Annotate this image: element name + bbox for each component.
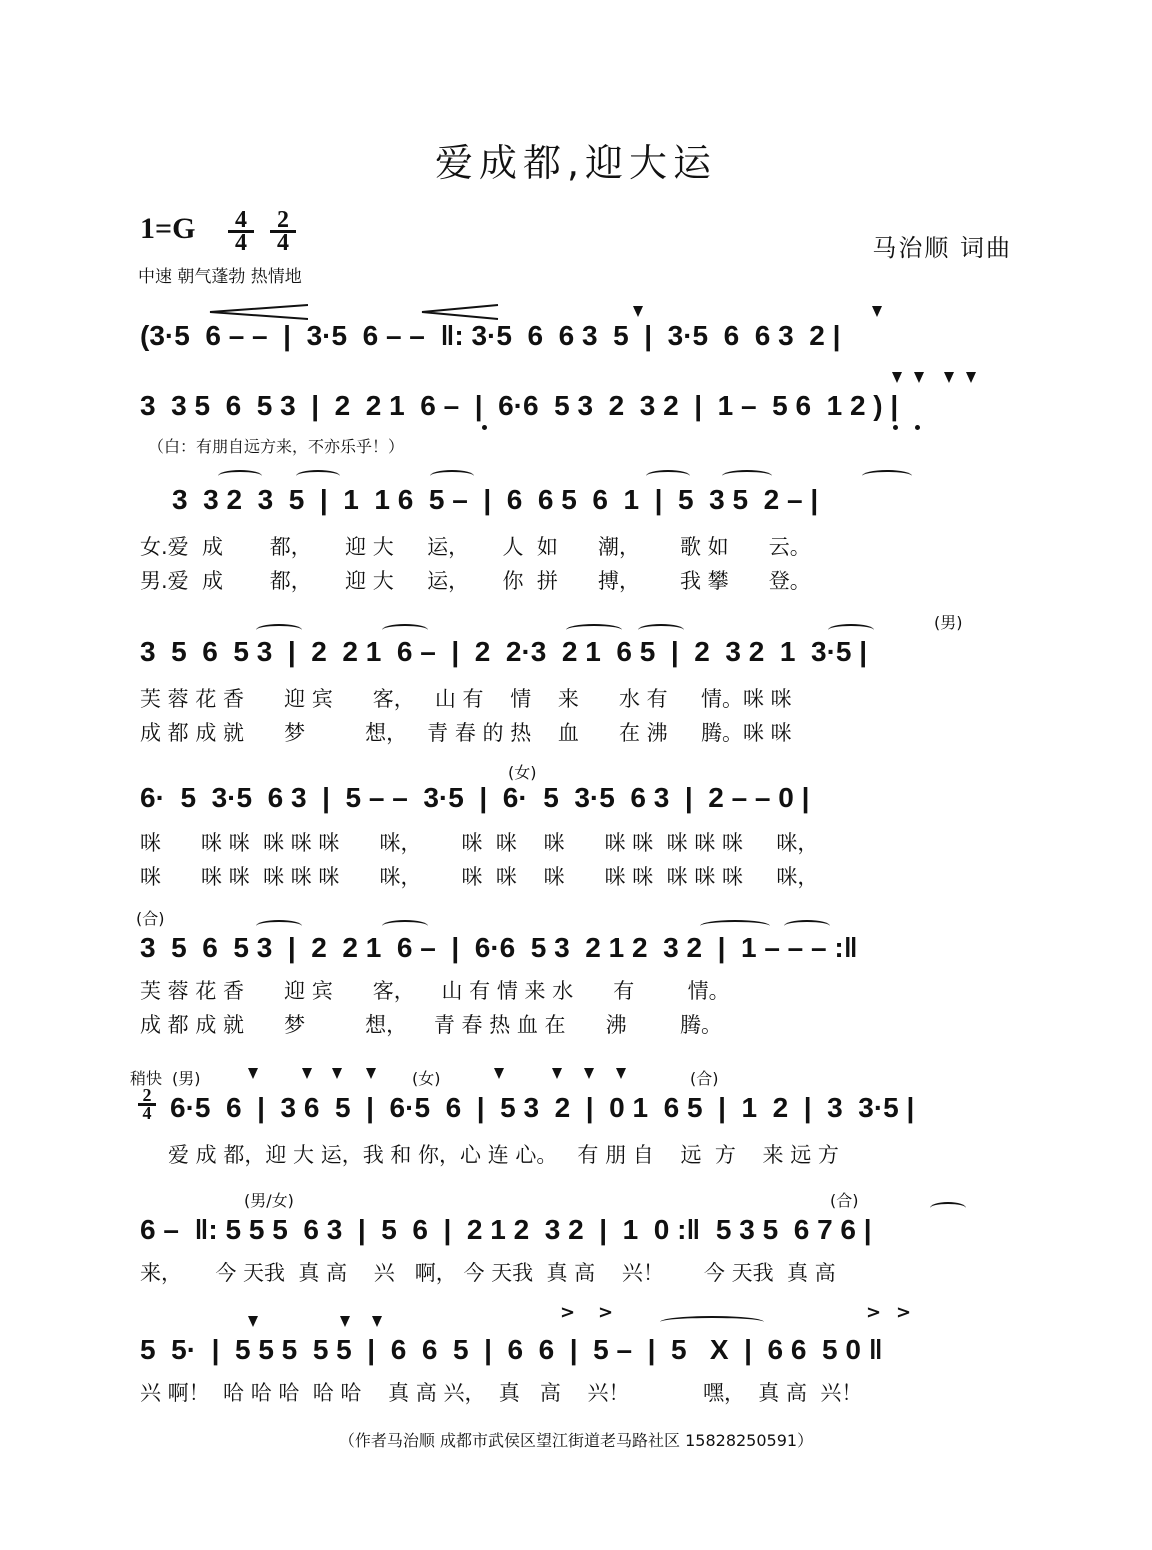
notation-row-9: 5 5· | 5 5 5 5 5 | 6 6 5 | 6 6 | 5 – | 5 X | 6 6 5 0 ‖ [140, 1334, 883, 1365]
accent-triangle [872, 306, 882, 317]
accent-mark: > [598, 1302, 614, 1323]
lyric-chorus: 来， 今 天我 真 高 兴 啊， 今 天我 真 高 兴！ 今 天我 真 高 [140, 1261, 836, 1285]
lyric-verse-1: 咪 咪 咪 咪 咪 咪 咪， 咪 咪 咪 咪 咪 咪 咪 咪 咪， [140, 831, 819, 855]
lower-octave-dot [893, 425, 898, 430]
accent-triangle [340, 1316, 350, 1327]
accent-triangle [494, 1068, 504, 1079]
time-sig-numerator: 2 [142, 1085, 152, 1105]
crescendo-hairpin [420, 303, 500, 321]
time-signature-2-4 [270, 207, 296, 256]
lyric-chorus: 爱 成 都，迎 大 运，我 和 你，心 连 心。 有 朋 自 远 方 来 远 方 [168, 1143, 839, 1167]
time-sig-numerator: 2 [277, 207, 289, 233]
notation-row-8: 6 – ‖: 5 5 5 6 3 | 5 6 | 2 1 2 3 2 | 1 0 :‖ 5 3 5 6 7 6 | [140, 1214, 872, 1245]
author-contact-footer: （作者马治顺 成都市武侯区望江街道老马路社区 15828250591） [338, 1431, 814, 1450]
part-mark: (女) [508, 763, 537, 782]
time-sig-numerator: 4 [235, 207, 247, 233]
notation-row-2: 3 3 5 6 5 3 | 2 2 1 6 – | 6·6 5 3 2 3 2 | 1 – 5 6 1 2 ) | [140, 390, 899, 421]
lyric-male: 男.爱 成 都， 迎 大 运， 你 拼 搏， 我 攀 登。 [140, 569, 811, 593]
slur [296, 470, 340, 482]
lyric-verse-2: 成 都 成 就 梦 想， 青 春 热 血 在 沸 腾。 [140, 1013, 723, 1037]
lyric-verse-2: 咪 咪 咪 咪 咪 咪 咪， 咪 咪 咪 咪 咪 咪 咪 咪 咪， [140, 865, 819, 889]
notation-row-4: 3 5 6 5 3 | 2 2 1 6 – | 2 2·3 2 1 6 5 | 2 3 2 1 3·5 | [140, 636, 868, 667]
accent-triangle [332, 1068, 342, 1079]
time-sig-denominator: 4 [270, 230, 296, 253]
time-sig-denominator: 4 [138, 1103, 156, 1121]
slur [256, 624, 302, 636]
accent-triangle [892, 372, 902, 383]
accent-mark: > [866, 1302, 882, 1323]
lower-octave-dot [482, 425, 487, 430]
key-signature: 1=G [140, 212, 196, 245]
accent-mark: > [560, 1302, 576, 1323]
tie [660, 1316, 764, 1328]
part-mark: (男) [934, 613, 963, 632]
slur [430, 470, 474, 482]
part-mark: (合) [690, 1069, 719, 1088]
notation-row-5: 6· 5 3·5 6 3 | 5 – – 3·5 | 6· 5 3·5 6 3 | 2 – – 0 | [140, 782, 810, 813]
slur [382, 624, 428, 636]
accent-triangle [944, 372, 954, 383]
crescendo-hairpin [208, 303, 308, 321]
tempo-marking: 中速 朝气蓬勃 热情地 [138, 267, 302, 287]
song-title: 爱成都,迎大运 [434, 141, 718, 185]
accent-mark: > [896, 1302, 912, 1323]
slur [828, 624, 874, 636]
lyric-ending: 兴 啊！ 哈 哈 哈 哈 哈 真 高 兴， 真 高 兴！ 嘿， 真 高 兴！ [140, 1381, 863, 1405]
lyric-verse-2: 成 都 成 就 梦 想， 青 春 的 热 血 在 沸 腾。咪 咪 [140, 721, 792, 745]
part-mark: (男/女) [244, 1191, 294, 1210]
time-signature-4-4 [228, 207, 254, 256]
accent-triangle [552, 1068, 562, 1079]
accent-triangle [584, 1068, 594, 1079]
accent-triangle [248, 1316, 258, 1327]
accent-triangle [372, 1316, 382, 1327]
slur [784, 920, 830, 932]
accent-triangle [914, 372, 924, 383]
part-mark: (合) [136, 909, 165, 928]
slur [256, 920, 302, 932]
slur [700, 920, 770, 932]
part-mark: (男) [172, 1069, 201, 1088]
part-mark: (合) [830, 1191, 859, 1210]
lower-octave-dot [915, 425, 920, 430]
author-credit: 马治顺 词曲 [872, 234, 1012, 262]
slur [218, 470, 262, 482]
accent-triangle [366, 1068, 376, 1079]
spoken-line: （白：有朋自远方来，不亦乐乎！） [148, 437, 405, 456]
accent-triangle [633, 306, 643, 317]
slur [638, 624, 684, 636]
accent-triangle [616, 1068, 626, 1079]
accent-triangle [966, 372, 976, 383]
lyric-verse-1: 芙 蓉 花 香 迎 宾 客， 山 有 情 来 水 有 情。咪 咪 [140, 687, 792, 711]
notation-row-6: 3 5 6 5 3 | 2 2 1 6 – | 6·6 5 3 2 1 2 3 2 | 1 – – – :‖ [140, 932, 858, 963]
part-mark: (女) [412, 1069, 441, 1088]
lyric-female: 女.爱 成 都， 迎 大 运， 人 如 潮， 歌 如 云。 [140, 535, 811, 559]
notation-row-1: (3·5 6 – – | 3·5 6 – – ‖: 3·5 6 6 3 5 | 3·5 6 6 3 2 | [140, 320, 841, 351]
slur [930, 1202, 966, 1214]
lyric-verse-1: 芙 蓉 花 香 迎 宾 客， 山 有 情 来 水 有 情。 [140, 979, 730, 1003]
notation-row-7: 6·5 6 | 3 6 5 | 6·5 6 | 5 3 2 | 0 1 6 5 | 1 2 | 3 3·5 | [170, 1092, 915, 1123]
time-sig-denominator: 4 [228, 230, 254, 253]
time-signature-2-4 [138, 1085, 156, 1123]
slur [566, 624, 622, 636]
accent-triangle [302, 1068, 312, 1079]
slur [382, 920, 428, 932]
tempo-change-mark: 稍快 [130, 1069, 163, 1088]
accent-triangle [248, 1068, 258, 1079]
notation-row-3: 3 3 2 3 5 | 1 1 6 5 – | 6 6 5 6 1 | 5 3 5 2 – | [172, 484, 819, 515]
slur [862, 470, 912, 482]
slur [722, 470, 772, 482]
slur [646, 470, 690, 482]
